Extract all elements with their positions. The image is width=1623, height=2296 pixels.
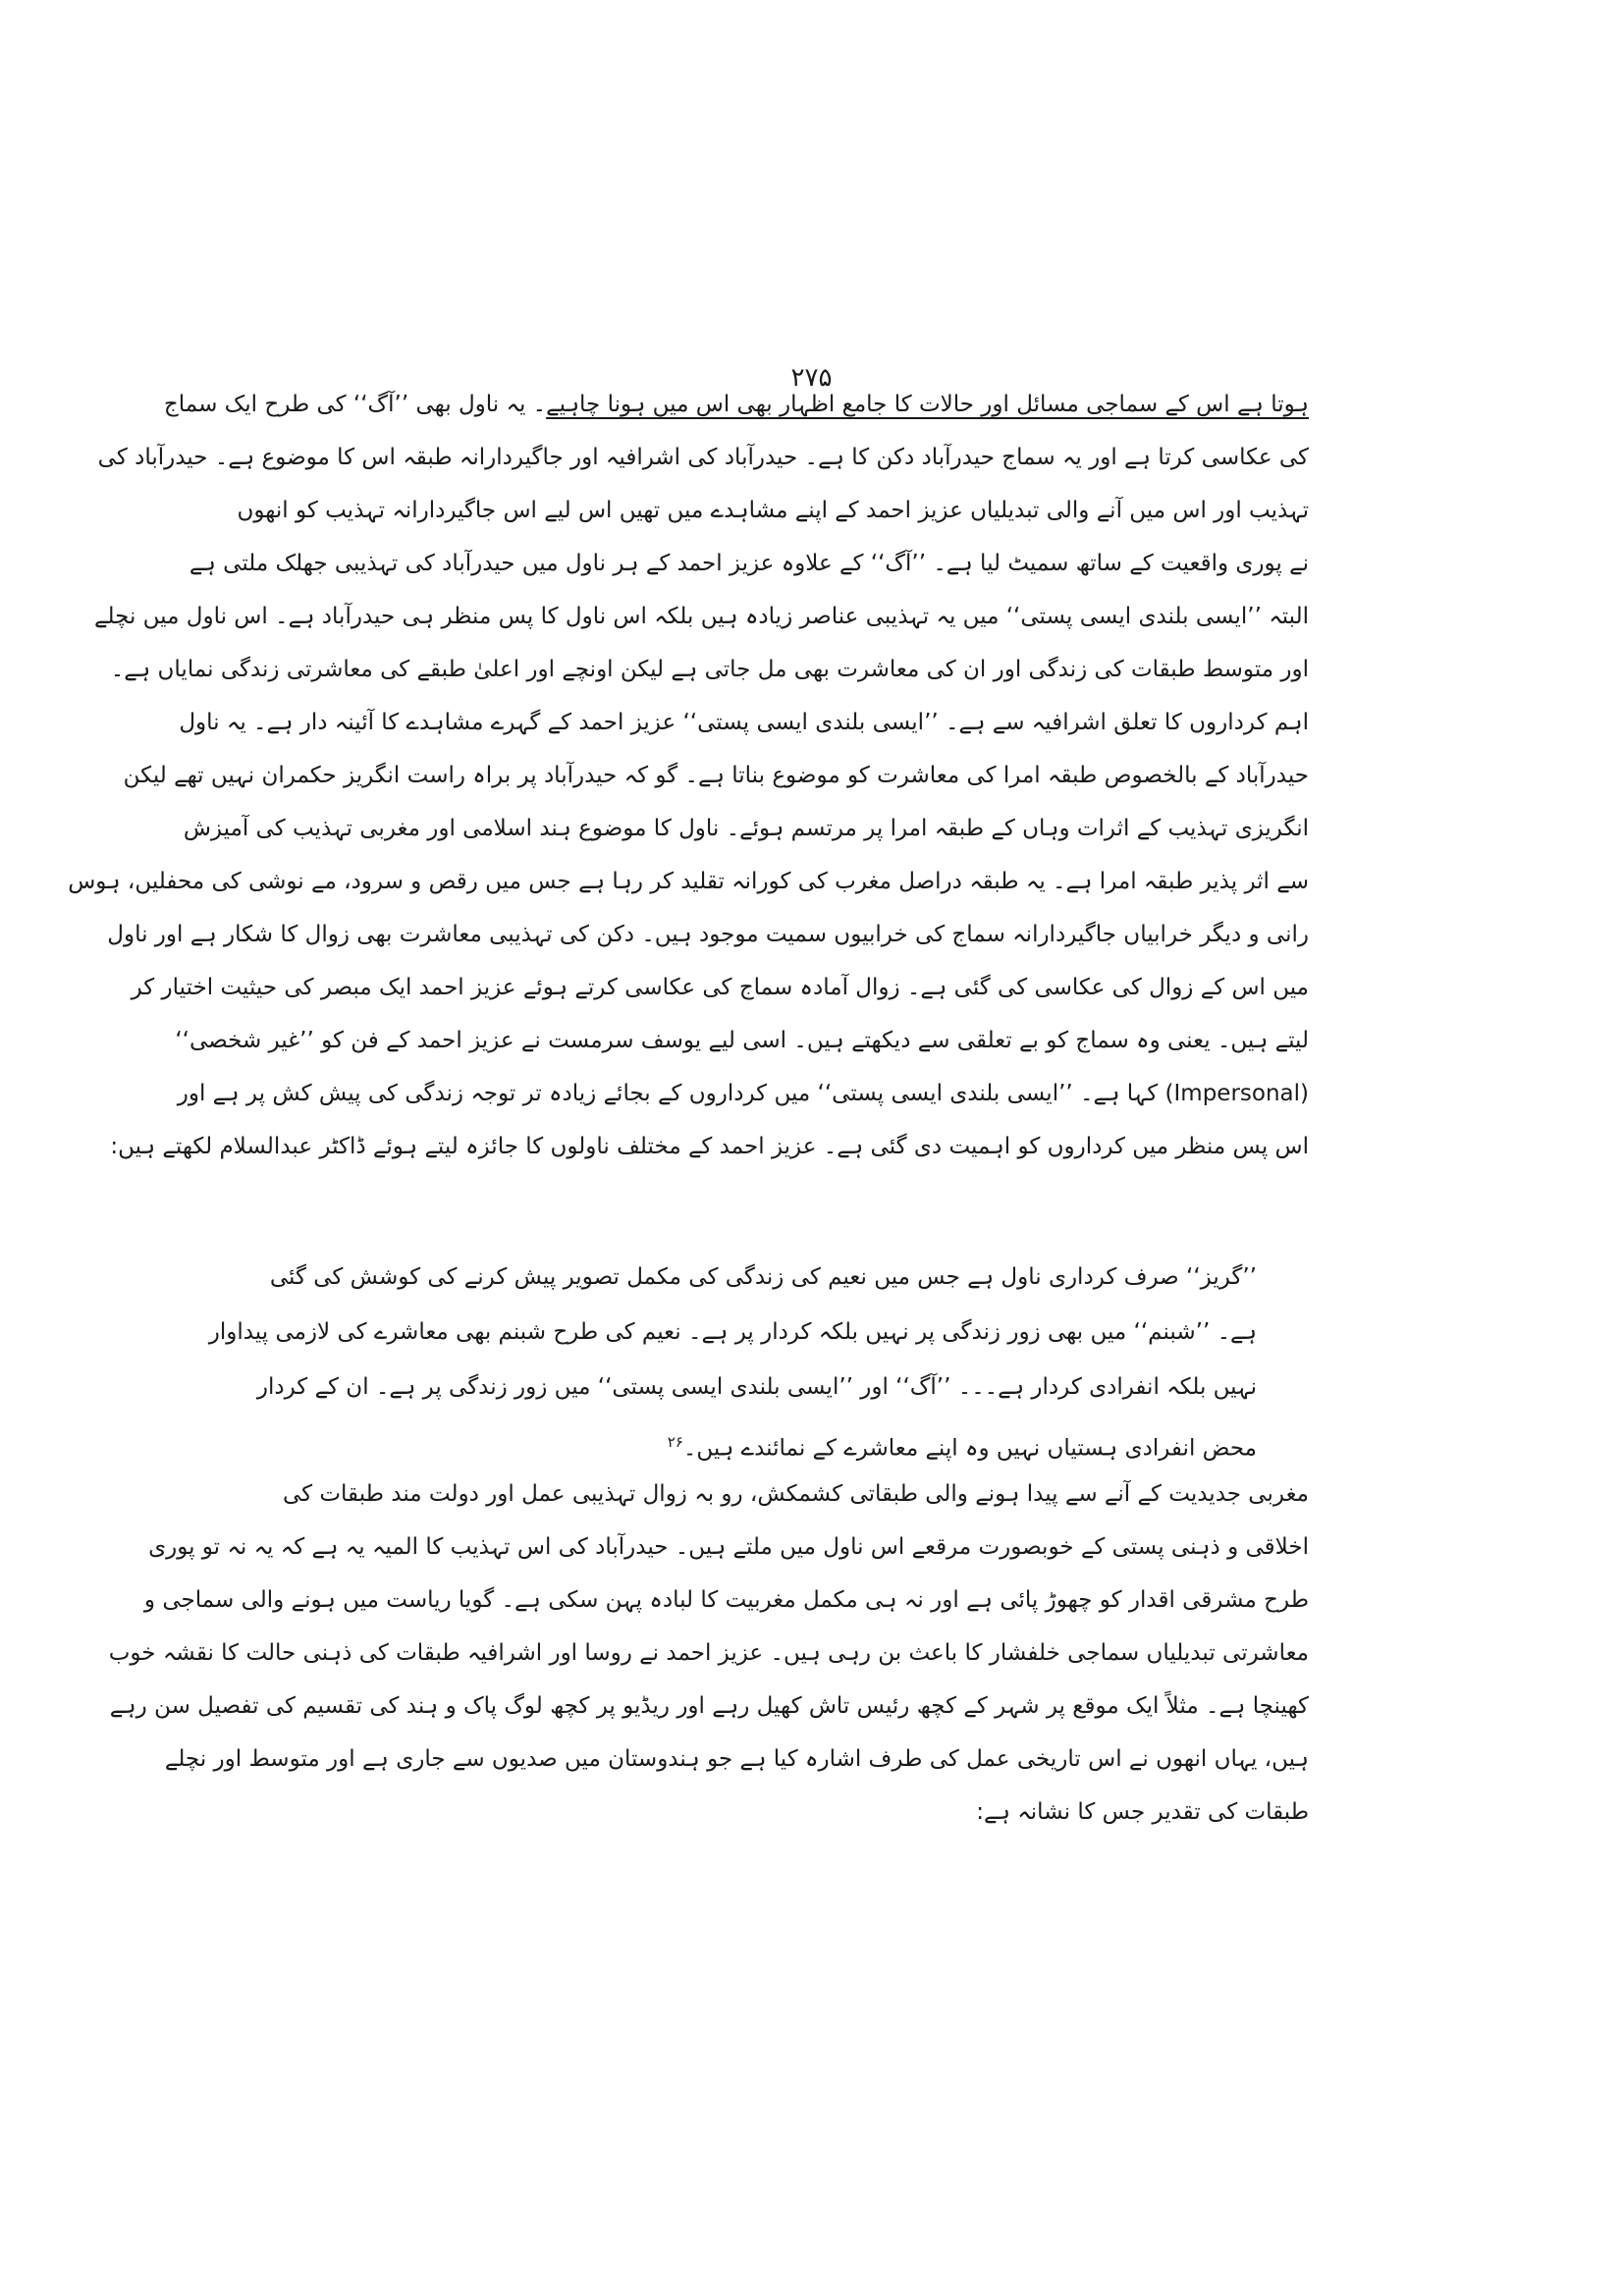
- paragraph-line: میں اس کے زوال کی عکاسی کی گئی ہے۔ زوال آمادہ سماج کی عکاسی کرتے ہوئے عزیز احمد ایک مبصر کی حیثیت اختیار کر: [131, 975, 1309, 1000]
- paragraph-1: [68, 378, 1309, 1173]
- paragraph-line: حیدرآباد کے بالخصوص طبقہ امرا کی معاشرت کو موضوع بناتا ہے۔ گو کہ حیدرآباد پر براہ راست انگریز حکمران نہیں تھے لیکن: [123, 763, 1309, 788]
- paragraph-line: رانی و دیگر خرابیاں جاگیردارانہ سماج کی خرابیوں سمیت موجود ہیں۔ دکن کی تہذیبی معاشرت بھی زوال کا شکار ہے اور ناول: [107, 922, 1309, 947]
- quote-line: ہے۔ ’’شبنم‘‘ میں بھی زور زندگی پر نہیں بلکہ کردار پر ہے۔ نعیم کی طرح شبنم بھی معاشرے کی لازمی پیداوار: [208, 1319, 1257, 1345]
- quote-line: ’’گریز‘‘ صرف کرداری ناول ہے جس میں نعیم کی زندگی کی مکمل تصویر پیش کرنے کی کوشش کی گئی: [269, 1264, 1257, 1290]
- paragraph-line: کھینچا ہے۔ مثلاً ایک موقع پر شہر کے کچھ رئیس تاش کھیل رہے اور ریڈیو پر کچھ لوگ پاک و ہند کی تقسیم کی تفصیل سن رہے: [109, 1693, 1309, 1719]
- paragraph-line: سے اثر پذیر طبقہ امرا ہے۔ یہ طبقہ دراصل مغرب کی کورانہ تقلید کر رہا ہے جس میں رقص و سرود، مے نوشی کی محفلیں، ہوس: [68, 869, 1309, 894]
- footnote-reference: ۲۶: [667, 1433, 683, 1451]
- paragraph-line: طبقات کی تقدیر جس کا نشانہ ہے:: [976, 1799, 1309, 1825]
- paragraph-2: [108, 1468, 1309, 1839]
- underlined-text: ہوتا ہے اس کے سماجی مسائل اور حالات کا جامع اظہار بھی اس میں ہونا چاہیے: [546, 392, 1309, 417]
- paragraph-line: طرح مشرقی اقدار کو چھوڑ پائی ہے اور نہ ہی مکمل مغربیت کا لبادہ پہن سکی ہے۔ گویا ریاست میں ہونے والی سماجی و: [143, 1587, 1309, 1613]
- paragraph-line: معاشرتی تبدیلیاں سماجی خلفشار کا باعث بن رہی ہیں۔ عزیز احمد نے روسا اور اشرافیہ طبقات کی ذہنی حالت کا نقشہ خوب: [108, 1640, 1309, 1666]
- paragraph-line: مغربی جدیدیت کے آنے سے پیدا ہونے والی طبقاتی کشمکش، رو بہ زوال تہذیبی عمل اور دولت مند طبقات کی: [282, 1481, 1309, 1507]
- paragraph-line: نے پوری واقعیت کے ساتھ سمیٹ لیا ہے۔ ’’آگ‘‘ کے علاوہ عزیز احمد کے ہر ناول میں حیدرآباد کی تہذیبی جھلک ملتی ہے: [189, 551, 1309, 576]
- paragraph-line: اخلاقی و ذہنی پستی کے خوبصورت مرقعے اس ناول میں ملتے ہیں۔ حیدرآباد کی اس تہذیب کا المیہ یہ ہے کہ یہ نہ تو پوری: [148, 1534, 1309, 1560]
- quote-line: [368, 1415, 1257, 1469]
- paragraph-line: لیتے ہیں۔ یعنی وہ سماج کو بے تعلقی سے دیکھتے ہیں۔ اسی لیے یوسف سرمست نے عزیز احمد کے فن کو ’’غیر شخصی‘‘: [175, 1028, 1309, 1053]
- paragraph-line: ہیں، یہاں انھوں نے اس تاریخی عمل کی طرف اشارہ کیا ہے جو ہندوستان میں صدیوں سے جاری ہے اور متوسط اور نچلے: [164, 1746, 1309, 1772]
- paragraph-line: اہم کرداروں کا تعلق اشرافیہ سے ہے۔ ’’ایسی بلندی ایسی پستی‘‘ عزیز احمد کے گہرے مشاہدے کا آئینہ دار ہے۔ یہ ناول: [179, 710, 1309, 735]
- quote-last-text: محض انفرادی ہستیاں نہیں وہ اپنے معاشرے کے نمائندے ہیں۔: [682, 1435, 1257, 1462]
- paragraph-line: اس پس منظر میں کرداروں کو اہمیت دی گئی ہے۔ عزیز احمد کے مختلف ناولوں کا جائزہ لیتے ہوئے ڈاکٹر عبدالسلام لکھتے ہیں:: [110, 1134, 1309, 1159]
- paragraph-line: اور متوسط طبقات کی زندگی اور ان کی معاشرت بھی مل جاتی ہے لیکن اونچے اور اعلیٰ طبقے کی معاشرتی زندگی نمایاں ہے۔: [110, 657, 1309, 682]
- page-number: ۲۷۵: [790, 363, 833, 393]
- quote-line: نہیں بلکہ انفرادی کردار ہے۔۔۔ ’’آگ‘‘ اور ’’ایسی بلندی ایسی پستی‘‘ میں زور زندگی پر ہے۔ ان کے کردار: [256, 1374, 1257, 1400]
- paragraph-line: تہذیب اور اس میں آنے والی تبدیلیاں عزیز احمد کے اپنے مشاہدے میں تھیں اس لیے اس جاگیردارانہ تہذیب کو انھوں: [237, 498, 1309, 523]
- paragraph-line: البتہ ’’ایسی بلندی ایسی پستی‘‘ میں یہ تہذیبی عناصر زیادہ ہیں بلکہ اس ناول کا پس منظر ہی حیدرآباد ہے۔ اس ناول میں نچلے: [94, 604, 1309, 629]
- paragraph-line: انگریزی تہذیب کے اثرات وہاں کے طبقہ امرا پر مرتسم ہوئے۔ ناول کا موضوع ہند اسلامی اور مغربی تہذیب کی آمیزش: [183, 816, 1309, 841]
- paragraph-line: (Impersonal) کہا ہے۔ ’’ایسی بلندی ایسی پستی‘‘ میں کرداروں کے بجائے زیادہ تر توجہ زندگی کی پیش کش پر ہے اور: [177, 1081, 1309, 1106]
- paragraph-line: کی عکاسی کرتا ہے اور یہ سماج حیدرآباد دکن کا ہے۔ حیدرآباد کی اشرافیہ اور جاگیردارانہ طبقہ اس کا موضوع ہے۔ حیدرآباد کی: [97, 445, 1309, 470]
- line-text: ۔ یہ ناول بھی ’’آگ‘‘ کی طرح ایک سماج: [163, 392, 547, 417]
- paragraph-line: [163, 378, 1309, 431]
- block-quote: [208, 1250, 1257, 1469]
